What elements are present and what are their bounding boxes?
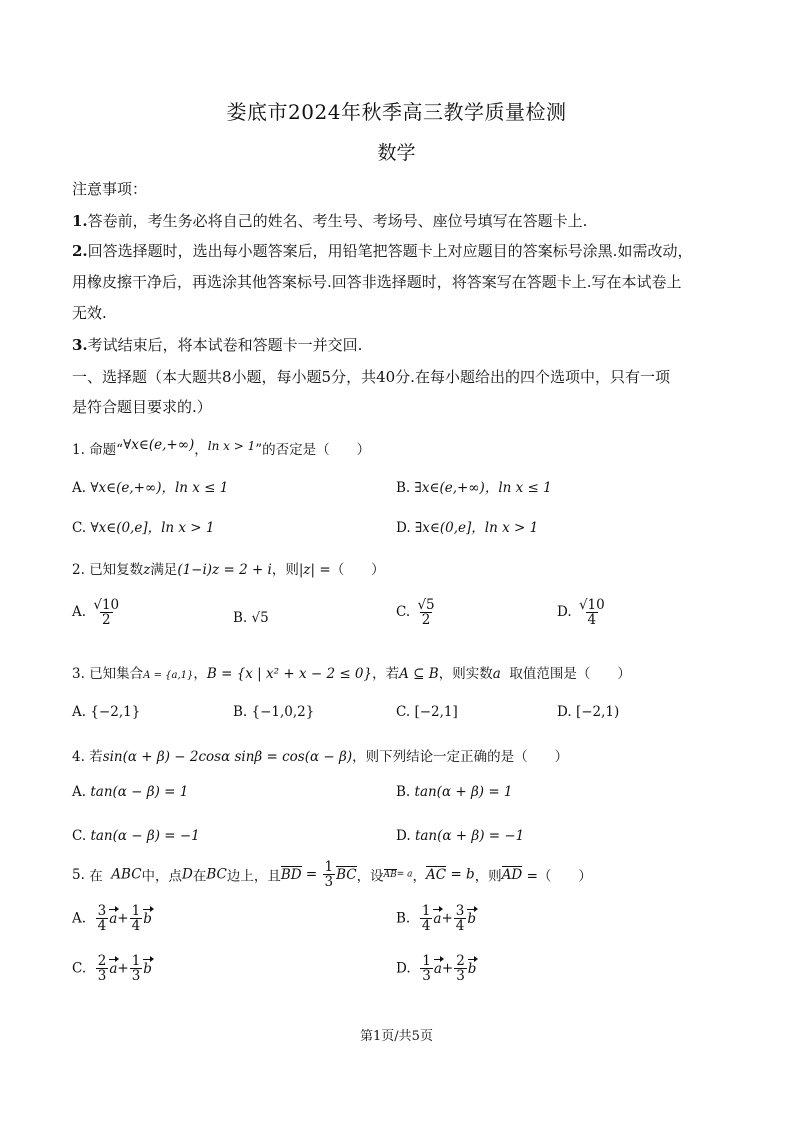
- q1-option-c-label: C.: [72, 520, 87, 536]
- q3-text-d: 取值范围是（ ）: [509, 666, 631, 682]
- q5-d-n1: 1: [422, 953, 431, 969]
- q5-option-d: [396, 954, 476, 983]
- section-heading-line-2: 是符合题目要求的.）: [72, 398, 212, 416]
- q3-sep: ，: [193, 666, 207, 682]
- note-2-line-1: 回答选择题时，选出每小题答案后，用铅笔把答题卡上对应题目的答案标号涂黑.如需改动，: [87, 242, 693, 260]
- q5-vector-ab: AB: [383, 869, 397, 880]
- q5-a-eq: = a: [396, 869, 413, 880]
- q1-option-a: [72, 476, 228, 496]
- question-5-stem: [72, 860, 592, 889]
- q5-vector-ad: AD: [501, 866, 523, 883]
- q5-c-vec-b: b: [143, 960, 152, 977]
- q1-option-c-text: ∀x∈(0,e]，ln x > 1: [90, 520, 215, 536]
- q2-option-c: [396, 598, 438, 627]
- q5-vector-bd: BD: [280, 866, 302, 883]
- q5-c-n1: 2: [97, 953, 107, 969]
- q1-option-b-label: B.: [396, 480, 411, 496]
- exam-title: 娄底市2024年秋季高三教学质量检测: [226, 100, 567, 124]
- q2-option-a: [72, 598, 122, 627]
- q5-d-frac-1: [420, 954, 433, 983]
- q5-text-a: 在: [89, 868, 103, 885]
- q5-d-d1: 3: [422, 968, 431, 985]
- q4-option-a-text: tan(α − β) = 1: [90, 784, 189, 800]
- question-2-number: 2.: [72, 562, 85, 578]
- question-4-number: 4.: [72, 749, 85, 765]
- q2-option-d-label: D.: [557, 604, 572, 621]
- q5-vector-ac: AC: [426, 866, 447, 883]
- q5-c-n2: 1: [131, 953, 141, 969]
- q2-option-c-fraction: [415, 598, 436, 627]
- q3-set-a: A = {a,1}: [143, 670, 194, 681]
- q4-equation: sin(α + β) − 2cosα sinβ = cos(α − β): [102, 749, 353, 765]
- q5-b-vec-a: a: [433, 910, 442, 927]
- q2-option-b-text: √5: [251, 610, 269, 626]
- q5-option-c: [72, 954, 152, 983]
- note-1-number: 1.: [72, 212, 88, 230]
- q3-option-a: [72, 704, 140, 720]
- q4-option-c: [72, 828, 200, 844]
- q5-a-frac-2: [130, 904, 143, 933]
- note-1-text: 答卷前，考生务必将自己的姓名、考生号、考场号、座位号填写在答题卡上.: [87, 212, 588, 230]
- q1-text-b: ”的否定是（ ）: [255, 442, 371, 458]
- q5-c-vec-a: a: [109, 960, 118, 977]
- q2-d-den: 4: [587, 612, 597, 629]
- q5-b-plus: +: [441, 910, 453, 927]
- question-5-number: 5.: [72, 866, 85, 883]
- q3-option-b-label: B.: [233, 704, 248, 720]
- q5-text-f: ，则: [474, 868, 502, 885]
- q3-option-c: [396, 704, 458, 720]
- q5-a-d2: 4: [131, 918, 141, 935]
- q5-triangle: ABC: [111, 866, 142, 883]
- q4-option-d: [396, 828, 524, 844]
- q3-set-b: B = {x | x² + x − 2 ≤ 0}: [206, 666, 373, 682]
- q2-option-c-label: C.: [396, 604, 411, 621]
- q2-c-num: √5: [417, 597, 435, 613]
- q5-sep: ，: [412, 868, 427, 885]
- q5-option-c-label: C.: [72, 960, 87, 977]
- q4-option-a: [72, 784, 188, 800]
- q3-text-c: ，则实数: [438, 666, 493, 682]
- q3-option-d: [557, 704, 619, 720]
- q5-b-d2: 4: [455, 918, 465, 935]
- q1-option-a-text: ∀x∈(e,+∞)，ln x ≤ 1: [90, 480, 229, 496]
- q2-c-den: 2: [421, 612, 431, 629]
- question-1-number: 1.: [72, 442, 85, 458]
- q5-fraction-num: 1: [324, 859, 334, 875]
- q5-d-d2: 3: [456, 968, 465, 985]
- q1-option-d-label: D.: [396, 520, 411, 536]
- q5-c-plus: +: [117, 960, 129, 977]
- question-4-stem: [72, 745, 568, 765]
- q2-option-d: [557, 598, 608, 627]
- q3-option-a-text: {−2,1}: [90, 704, 141, 720]
- section-heading-line-1: 一、选择题（本大题共8小题，每小题5分，共40分.在每小题给出的四个选项中，只有一项: [72, 368, 670, 386]
- question-3-number: 3.: [72, 666, 85, 682]
- q3-option-b-text: {−1,0,2}: [251, 704, 315, 720]
- question-2-stem: [72, 558, 385, 578]
- q5-fraction-den: 3: [324, 874, 334, 891]
- q2-option-d-fraction: [577, 598, 607, 627]
- question-1-stem: [72, 438, 370, 458]
- q4-option-b-label: B.: [396, 784, 411, 800]
- q4-option-c-label: C.: [72, 828, 87, 844]
- q5-text-e: ，设: [356, 868, 384, 885]
- q1-option-a-label: A.: [72, 480, 87, 496]
- notes-heading: 注意事项：: [72, 180, 148, 198]
- q1-option-b-text: ∃x∈(e,+∞)，ln x ≤ 1: [414, 480, 552, 496]
- q4-text-a: 若: [89, 749, 103, 765]
- q2-a-num: √10: [93, 597, 120, 613]
- q5-a-plus: +: [117, 910, 129, 927]
- q5-bc: BC: [206, 866, 227, 883]
- q5-d-frac-2: [454, 954, 467, 983]
- q5-point-d: D: [182, 866, 193, 883]
- q5-text-end: =（ ）: [526, 868, 592, 885]
- q2-option-a-label: A.: [72, 604, 87, 621]
- q5-b-n2: 3: [455, 903, 465, 919]
- q5-a-frac-1: [96, 904, 109, 933]
- q5-fraction: [323, 860, 336, 889]
- q1-proposition: ln x > 1: [207, 439, 256, 453]
- q5-d-vec-a: a: [433, 960, 442, 977]
- q4-option-d-label: D.: [396, 828, 411, 844]
- q5-c-frac-1: [96, 954, 109, 983]
- note-2-number: 2.: [72, 242, 88, 260]
- q1-text-a: 命题“: [89, 442, 124, 458]
- q4-text-b: ，则下列结论一定正确的是（ ）: [352, 749, 569, 765]
- q5-b-vec-b: b: [467, 910, 477, 927]
- note-1: [72, 210, 587, 231]
- q5-text-c: 在: [192, 868, 207, 885]
- q2-text-c: ，则: [271, 562, 299, 578]
- note-2-line-3: 无效.: [72, 304, 107, 322]
- note-2-line-2: 用橡皮擦干净后，再选涂其他答案标号.回答非选择题时，将答案写在答题卡上.写在本试卷上: [72, 273, 682, 291]
- q1-condition: ∀x∈(e,+∞): [123, 437, 195, 453]
- page-number: 第1页/共5页: [360, 1029, 433, 1044]
- q5-text-b: 中，点: [141, 868, 183, 885]
- q2-text-a: 已知复数: [89, 562, 144, 578]
- q3-option-a-label: A.: [72, 704, 87, 720]
- note-3: [72, 334, 362, 355]
- q5-d-plus: +: [441, 960, 454, 977]
- q5-a-vec-b: b: [143, 910, 152, 927]
- q2-a-den: 2: [101, 612, 111, 629]
- q2-equation: (1−i)z = 2 + i: [177, 562, 272, 578]
- q3-text-a: 已知集合: [89, 666, 144, 682]
- q4-option-b-text: tan(α + β) = 1: [414, 784, 513, 800]
- q3-option-d-label: D.: [557, 704, 572, 720]
- subject-title: 数学: [377, 142, 416, 164]
- q2-option-b-label: B.: [233, 610, 248, 626]
- q5-d-n2: 2: [456, 953, 465, 969]
- q5-b-d1: 4: [421, 918, 431, 935]
- q3-option-c-text: [−2,1]: [414, 704, 458, 720]
- q3-option-d-text: [−2,1): [575, 704, 620, 720]
- q5-c-d1: 3: [97, 968, 107, 985]
- question-3-stem: [72, 662, 631, 682]
- q1-option-d-text: ∃x∈(0,e]，ln x > 1: [414, 520, 539, 536]
- q5-a-n1: 3: [97, 903, 107, 919]
- q5-a-vec-a: a: [109, 910, 118, 927]
- q1-option-b: [396, 476, 552, 496]
- q2-option-a-fraction: [91, 598, 121, 627]
- q5-option-a-label: A.: [72, 910, 87, 927]
- q3-inclusion: A ⊆ B: [399, 666, 439, 682]
- q2-abs-z: |z| =: [298, 562, 331, 578]
- q5-b-n1: 1: [421, 903, 431, 919]
- q5-a-d1: 4: [97, 918, 107, 935]
- q4-option-d-text: tan(α + β) = −1: [414, 828, 525, 844]
- q3-a: a: [492, 666, 501, 682]
- q5-option-d-label: D.: [396, 960, 411, 977]
- q3-text-b: ，若: [372, 666, 400, 682]
- note-3-text: 考试结束后，将本试卷和答题卡一并交回.: [87, 336, 363, 354]
- q5-option-b: [396, 904, 476, 933]
- q5-c-frac-2: [130, 954, 143, 983]
- q5-a-n2: 1: [131, 903, 141, 919]
- q2-d-num: √10: [578, 597, 605, 613]
- q5-b-eq: = b: [450, 866, 475, 883]
- q1-option-d: [396, 516, 538, 536]
- q5-d-vec-b: b: [467, 960, 477, 977]
- q4-option-b: [396, 784, 513, 800]
- q2-text-d: （ ）: [330, 562, 385, 578]
- note-3-number: 3.: [72, 336, 88, 354]
- q2-text-b: 满足: [150, 562, 178, 578]
- q5-c-d2: 3: [131, 968, 141, 985]
- q5-equals: =: [305, 866, 318, 883]
- note-2: [72, 240, 692, 261]
- q5-b-frac-2: [454, 904, 467, 933]
- q2-option-b: [233, 610, 269, 626]
- q1-sep: ，: [194, 442, 208, 458]
- q1-option-c: [72, 516, 215, 536]
- q5-option-a: [72, 904, 152, 933]
- q4-option-c-text: tan(α − β) = −1: [90, 828, 200, 844]
- q5-option-b-label: B.: [396, 910, 411, 927]
- q3-option-b: [233, 704, 314, 720]
- q2-z: z: [143, 562, 151, 578]
- q3-option-c-label: C.: [396, 704, 411, 720]
- q5-b-frac-1: [420, 904, 433, 933]
- q5-vector-bc: BC: [336, 866, 357, 883]
- q4-option-a-label: A.: [72, 784, 87, 800]
- q5-text-d: 边上，且: [226, 868, 281, 885]
